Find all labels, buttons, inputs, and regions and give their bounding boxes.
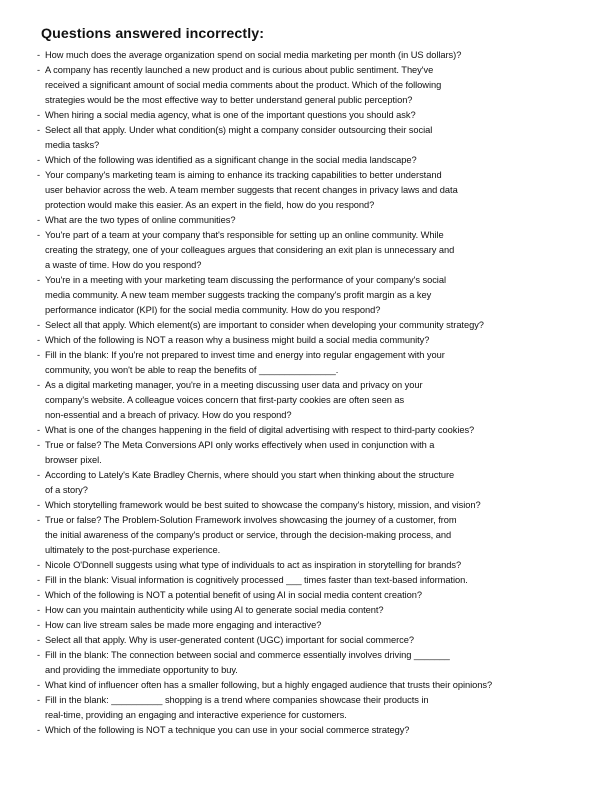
question-item <box>37 513 597 558</box>
question-item <box>37 153 597 168</box>
question-line: - Select all that apply. Under what condition(s) might a company consider outsourcing their social <box>45 125 433 135</box>
question-line: media community. A new team member suggests tracking the company's profit margin as a key <box>45 290 432 300</box>
question-line: - What is one of the changes happening in the field of digital advertising with respect to third-party cookies? <box>45 425 475 435</box>
question-line: company's website. A colleague voices concern that first-party cookies are often seen as <box>45 395 405 405</box>
question-line: performance indicator (KPI) for the social media community. How do you respond? <box>45 305 381 315</box>
question-item <box>37 63 597 108</box>
question-item <box>37 108 597 123</box>
question-line: - Fill in the blank: The connection between social and commerce essentially involves driving _______ <box>45 650 450 660</box>
question-item <box>37 618 597 633</box>
question-line: - Fill in the blank: __________ shopping is a trend where companies showcase their products in <box>45 695 429 705</box>
question-item <box>37 678 597 693</box>
question-item <box>37 333 597 348</box>
question-item <box>37 48 597 63</box>
question-line: the initial awareness of the company's product or service, through the decision-making process, and <box>45 530 452 540</box>
question-line: - What are the two types of online communities? <box>45 215 236 225</box>
question-line: received a significant amount of social media comments about the product. Which of the following <box>45 80 442 90</box>
question-line: creating the strategy, one of your colleagues argues that considering an exit plan is unnecessary and <box>45 245 455 255</box>
question-line: - Which of the following is NOT a potential benefit of using AI in social media content creation? <box>45 590 422 600</box>
question-item <box>37 558 597 573</box>
question-item <box>37 228 597 273</box>
question-item <box>37 423 597 438</box>
question-line: - Select all that apply. Which element(s) are important to consider when developing your community strategy? <box>45 320 484 330</box>
question-line: - How much does the average organization spend on social media marketing per month (in US dollars)? <box>45 50 462 60</box>
question-line: - Fill in the blank: If you're not prepared to invest time and energy into regular engagement with your <box>45 350 445 360</box>
question-line: real-time, providing an engaging and interactive experience for customers. <box>45 710 347 720</box>
question-line: - How can you maintain authenticity while using AI to generate social media content? <box>45 605 384 615</box>
question-item <box>37 213 597 228</box>
question-line: a waste of time. How do you respond? <box>45 260 202 270</box>
question-line: - A company has recently launched a new product and is curious about public sentiment. They've <box>45 65 434 75</box>
question-line: - Your company's marketing team is aiming to enhance its tracking capabilities to better understand <box>45 170 442 180</box>
question-item <box>37 168 597 213</box>
question-item <box>37 633 597 648</box>
question-line: browser pixel. <box>45 455 102 465</box>
question-line: - True or false? The Problem-Solution Framework involves showcasing the journey of a customer, from <box>45 515 457 525</box>
question-item <box>37 573 597 588</box>
question-line: - Which storytelling framework would be best suited to showcase the company's history, mission, and vision? <box>45 500 481 510</box>
question-line: - According to Lately's Kate Bradley Chernis, where should you start when thinking about the structure <box>45 470 455 480</box>
question-line: and providing the immediate opportunity to buy. <box>45 665 238 675</box>
question-line: - Which of the following is NOT a technique you can use in your social commerce strategy? <box>45 725 410 735</box>
question-item <box>37 273 597 318</box>
question-line: - Nicole O'Donnell suggests using what type of individuals to act as inspiration in storytelling for brands? <box>45 560 462 570</box>
document-page <box>37 24 597 738</box>
page-title: Questions answered incorrectly: <box>41 26 265 42</box>
question-line: community, you won't be able to reap the benefits of _______________. <box>45 365 339 375</box>
question-item <box>37 648 597 678</box>
question-item <box>37 123 597 153</box>
question-line: - Which of the following is NOT a reason why a business might build a social media community? <box>45 335 430 345</box>
question-item <box>37 318 597 333</box>
question-item <box>37 588 597 603</box>
question-item <box>37 603 597 618</box>
question-line: strategies would be the most effective way to better understand general public perception? <box>45 95 413 105</box>
question-item <box>37 723 597 738</box>
question-line: of a story? <box>45 485 88 495</box>
question-line: - Fill in the blank: Visual information is cognitively processed ___ times faster than text-based information. <box>45 575 468 585</box>
question-line: - How can live stream sales be made more engaging and interactive? <box>45 620 322 630</box>
question-item <box>37 378 597 423</box>
question-line: - As a digital marketing manager, you're in a meeting discussing user data and privacy on your <box>45 380 423 390</box>
question-line: - You're part of a team at your company that's responsible for setting up an online community. While <box>45 230 444 240</box>
question-line: - True or false? The Meta Conversions API only works effectively when used in conjunction with a <box>45 440 435 450</box>
question-line: protection would make this easier. As an expert in the field, how do you respond? <box>45 200 375 210</box>
questions-list <box>37 48 597 738</box>
question-item <box>37 693 597 723</box>
question-item <box>37 468 597 498</box>
question-line: - Select all that apply. Why is user-generated content (UGC) important for social commerce? <box>45 635 414 645</box>
question-item <box>37 438 597 468</box>
question-line: media tasks? <box>45 140 100 150</box>
question-line: - What kind of influencer often has a smaller following, but a highly engaged audience that trusts their opinions? <box>45 680 493 690</box>
question-item <box>37 498 597 513</box>
question-line: non-essential and a breach of privacy. How do you respond? <box>45 410 292 420</box>
question-line: - Which of the following was identified as a significant change in the social media landscape? <box>45 155 417 165</box>
question-line: user behavior across the web. A team member suggests that recent changes in privacy laws and data <box>45 185 458 195</box>
question-line: - You're in a meeting with your marketing team discussing the performance of your company's social <box>45 275 446 285</box>
question-line: - When hiring a social media agency, what is one of the important questions you should ask? <box>45 110 416 120</box>
question-line: ultimately to the post-purchase experience. <box>45 545 221 555</box>
question-item <box>37 348 597 378</box>
